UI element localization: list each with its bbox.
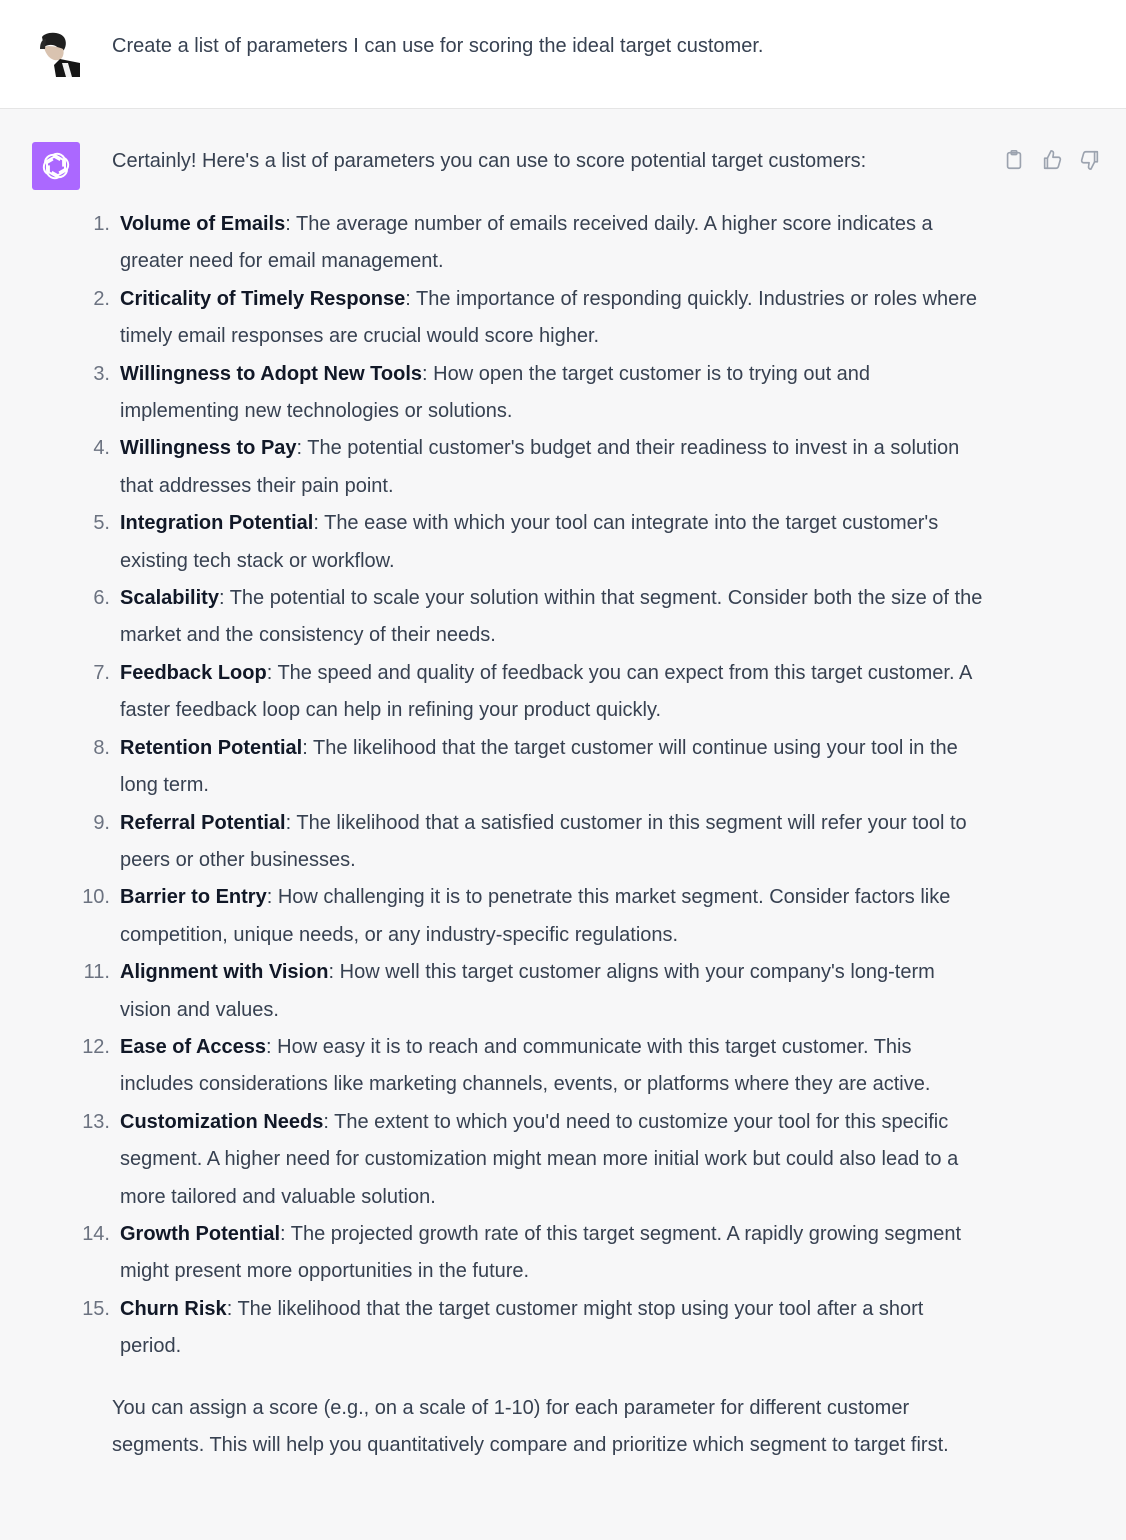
list-item-term: Alignment with Vision: [120, 961, 329, 984]
list-item-number: 3.: [93, 362, 110, 385]
list-item-number: 12.: [82, 1035, 110, 1058]
list-item: [0, 1216, 990, 1291]
list-item-description: : The likelihood that a satisfied customer in this segment will refer your tool to peers or other businesses.: [120, 811, 967, 871]
list-item-description: : The likelihood that the target customer might stop using your tool after a short period.: [120, 1297, 924, 1358]
list-item-number: 7.: [93, 661, 110, 684]
list-item-number: 9.: [93, 811, 110, 834]
list-item-description: : How open the target customer is to trying out and implementing new technologies or solutions.: [120, 362, 871, 423]
list-item-description: : The potential to scale your solution within that segment. Consider both the size of the market and the consistency of their needs.: [120, 587, 983, 647]
list-item: [0, 281, 990, 356]
list-item: [0, 1291, 990, 1366]
list-item: [0, 1104, 990, 1216]
list-item-number: 5.: [93, 512, 110, 535]
list-item-term: Volume of Emails: [120, 213, 286, 235]
list-item-description: : How challenging it is to penetrate this market segment. Consider factors like competition, unique needs, or any industry-specific regulations.: [120, 886, 951, 946]
thumbs-up-icon: [1041, 149, 1063, 171]
list-item-number: 4.: [93, 437, 110, 460]
list-item-number: 10.: [82, 886, 110, 909]
list-item: [0, 206, 990, 281]
list-item-number: 15.: [82, 1297, 110, 1320]
list-item-number: 1.: [93, 213, 110, 235]
parameter-list: [0, 206, 1126, 1366]
list-item-term: Willingness to Pay: [120, 437, 297, 460]
list-item-number: 2.: [93, 287, 110, 310]
thumbs-down-icon: [1079, 149, 1101, 171]
thumbs-down-button[interactable]: [1076, 146, 1104, 174]
list-item-term: Integration Potential: [120, 512, 314, 535]
list-item-term: Ease of Access: [120, 1035, 267, 1058]
user-message-text: Create a list of parameters I can use for scoring the ideal target customer.: [112, 35, 764, 57]
list-item: [0, 1029, 990, 1104]
list-item-number: 14.: [82, 1222, 110, 1245]
list-item-term: Criticality of Timely Response: [120, 287, 406, 310]
list-item-term: Willingness to Adopt New Tools: [120, 362, 423, 385]
assistant-closing-text: You can assign a score (e.g., on a scale of 1-10) for each parameter for different customer segments. This will help you quantitatively compare and prioritize which segment to target first.: [112, 1397, 949, 1457]
list-item: [0, 655, 990, 730]
list-item: [0, 580, 990, 655]
openai-logo-icon: [32, 142, 80, 190]
copy-button[interactable]: [1000, 146, 1028, 174]
user-message-row: [0, 0, 1126, 109]
list-item: [0, 430, 990, 505]
user-avatar: [32, 29, 80, 77]
list-item-term: Referral Potential: [120, 811, 286, 834]
list-item: [0, 879, 990, 954]
list-item-term: Retention Potential: [120, 736, 303, 759]
list-item-description: : The importance of responding quickly. Industries or roles where timely email responses are crucial would score higher.: [120, 287, 978, 348]
list-item-term: Barrier to Entry: [120, 886, 267, 909]
list-item-description: : The ease with which your tool can integrate into the target customer's existing tech stack or workflow.: [120, 512, 939, 572]
list-item: [0, 805, 990, 880]
assistant-message-row: [0, 110, 1126, 1540]
thumbs-up-button[interactable]: [1038, 146, 1066, 174]
list-item: [0, 730, 990, 805]
list-item-term: Churn Risk: [120, 1297, 227, 1320]
list-item-description: : The extent to which you'd need to customize your tool for this specific segment. A higher need for customization might mean more initial work but could also lead to a more tailored and valuable solution.: [120, 1110, 959, 1208]
list-item-term: Feedback Loop: [120, 661, 267, 684]
list-item-description: : The potential customer's budget and their readiness to invest in a solution that addresses their pain point.: [120, 437, 960, 497]
list-item-description: : The average number of emails received daily. A higher score indicates a greater need for email management.: [120, 213, 933, 273]
list-item-description: : The speed and quality of feedback you can expect from this target customer. A faster feedback loop can help in refining your product quickly.: [120, 661, 972, 722]
message-actions: [1000, 146, 1104, 174]
list-item: [0, 505, 990, 580]
list-item-number: 8.: [93, 736, 110, 759]
list-item-term: Customization Needs: [120, 1110, 324, 1133]
list-item-number: 13.: [82, 1110, 110, 1133]
list-item-term: Growth Potential: [120, 1222, 280, 1245]
list-item: [0, 954, 990, 1029]
assistant-intro-text: Certainly! Here's a list of parameters you can use to score potential target customers:: [112, 150, 867, 172]
clipboard-icon: [1003, 149, 1025, 171]
list-item-number: 11.: [83, 961, 110, 984]
list-item: [0, 356, 990, 431]
list-item-description: : The likelihood that the target customer will continue using your tool in the long term.: [120, 736, 958, 797]
list-item-description: : How easy it is to reach and communicate with this target customer. This includes considerations like marketing channels, events, or platforms where they are active.: [120, 1035, 931, 1096]
list-item-description: : The projected growth rate of this target segment. A rapidly growing segment might present more opportunities in the future.: [120, 1222, 962, 1283]
list-item-description: : How well this target customer aligns with your company's long-term vision and values.: [120, 961, 935, 1021]
list-item-number: 6.: [93, 587, 110, 610]
list-item-term: Scalability: [120, 587, 219, 610]
